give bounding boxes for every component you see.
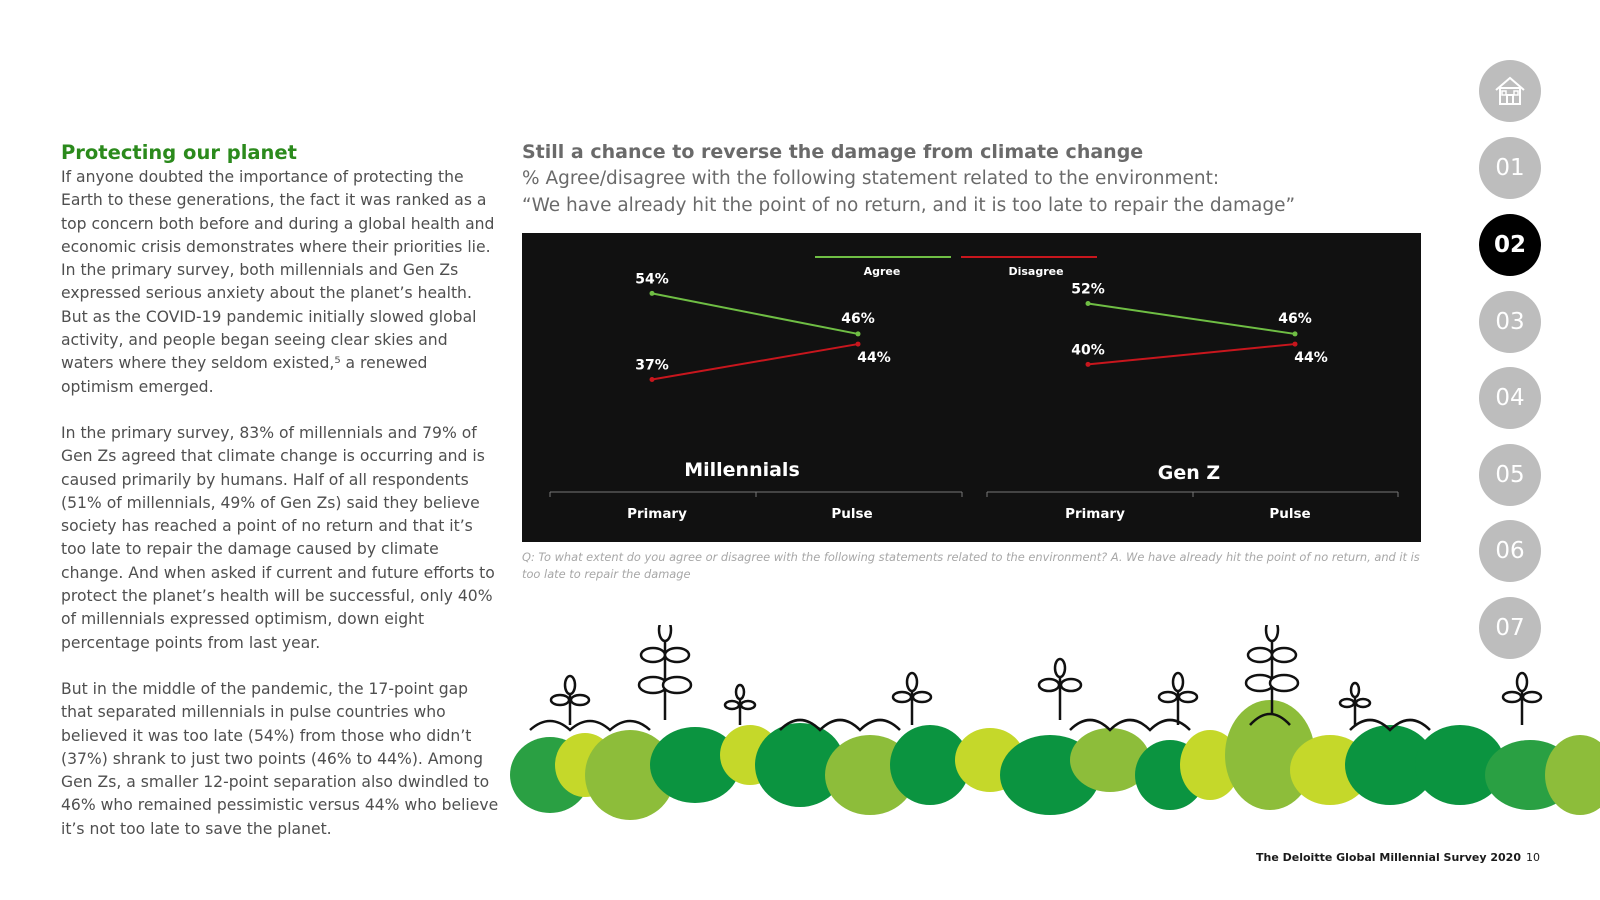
data-point-disagree [650,377,655,382]
data-point-disagree [1086,362,1091,367]
data-label: 44% [1294,350,1328,367]
line-chart [522,233,1421,542]
data-label: 40% [1071,342,1105,359]
category-label: Pulse [1269,506,1311,522]
seedlings [551,625,1541,725]
legend-label-agree: Agree [863,265,901,278]
series-line-disagree [1088,344,1295,364]
chart-panel [522,233,1421,542]
data-point-agree [1293,331,1298,336]
data-point-disagree [1293,342,1298,347]
chart-title: Still a chance to reverse the damage from climate change [522,141,1144,163]
survey-question-note: Q: To what extent do you agree or disagree with the following statements related to the environment? A. We have already hit the point of no return, and it is too late to repair the damage [522,550,1420,581]
legend-label-disagree: Disagree [1008,265,1064,278]
paragraph-2: In the primary survey, 83% of millennials and 79% of Gen Zs agreed that climate change is occurring and is caused primarily by humans. Half of all respondents (51% of millennials, 49% of Gen Zs) said they believe society has reached a point of no return and that it’s too late to repair the damage caused by climate change. And when asked if current and future efforts to protect the planet’s health will be successful, only 40% of millennials expressed optimism, down eight percentage points from last year. [61,423,495,652]
plants-illustration [510,625,1600,825]
series-line-disagree [652,344,858,379]
chart-statement: “We have already hit the point of no return, and it is too late to repair the damage” [522,195,1296,216]
data-label: 44% [857,350,891,367]
data-label: 46% [1278,310,1312,327]
data-label: 37% [635,357,669,374]
nav-chapter-07[interactable]: 07 [1479,597,1541,659]
bush-layer [510,700,1600,820]
data-point-agree [650,291,655,296]
category-label: Pulse [831,506,873,522]
home-icon [1493,74,1527,108]
nav-chapter-01[interactable]: 01 [1479,137,1541,199]
series-line-agree [652,293,858,334]
data-label: 54% [635,271,669,288]
nav-chapter-04[interactable]: 04 [1479,367,1541,429]
data-point-agree [856,331,861,336]
data-point-disagree [856,342,861,347]
data-label: 52% [1071,281,1105,298]
category-label: Primary [1065,506,1125,522]
nav-chapter-03[interactable]: 03 [1479,291,1541,353]
nav-chapter-06[interactable]: 06 [1479,520,1541,582]
category-label: Primary [627,506,687,522]
series-line-agree [1088,304,1295,334]
paragraph-3: But in the middle of the pandemic, the 17-point gap that separated millennials in pulse countries who believed it was too late (54%) from those who didn’t (37%) shrank to just two points (46% to 44%). Among Gen Zs, a smaller 12-point separation also dwindled to 46% who remained pessimistic versus 44% who believe it’s not too late to save the planet. [61,679,499,838]
data-point-agree [1086,301,1091,306]
nav-chapter-05[interactable]: 05 [1479,444,1541,506]
page-number: 10 [1526,851,1540,864]
home-button[interactable] [1479,60,1541,122]
article-column [61,141,501,864]
group-label: Gen Z [1157,462,1221,484]
footer-title: The Deloitte Global Millennial Survey 2020 [1256,851,1521,864]
group-label: Millennials [684,459,800,481]
data-label: 46% [841,310,875,327]
chart-subtitle: % Agree/disagree with the following statement related to the environment: [522,168,1220,189]
paragraph-1: If anyone doubted the importance of protecting the Earth to these generations, the fact it was ranked as a top concern both before and during a global health and economic crisis demonstrates where their priorities lie. In the primary survey, both millennials and Gen Zs expressed serious anxiety about the planet’s health. But as the COVID-19 pandemic initially slowed global activity, and people began seeing clear skies and waters where they seldom existed,⁵ a renewed optimism emerged. [61,168,495,396]
section-heading: Protecting our planet [61,141,297,164]
nav-chapter-02[interactable]: 02 [1479,214,1541,276]
